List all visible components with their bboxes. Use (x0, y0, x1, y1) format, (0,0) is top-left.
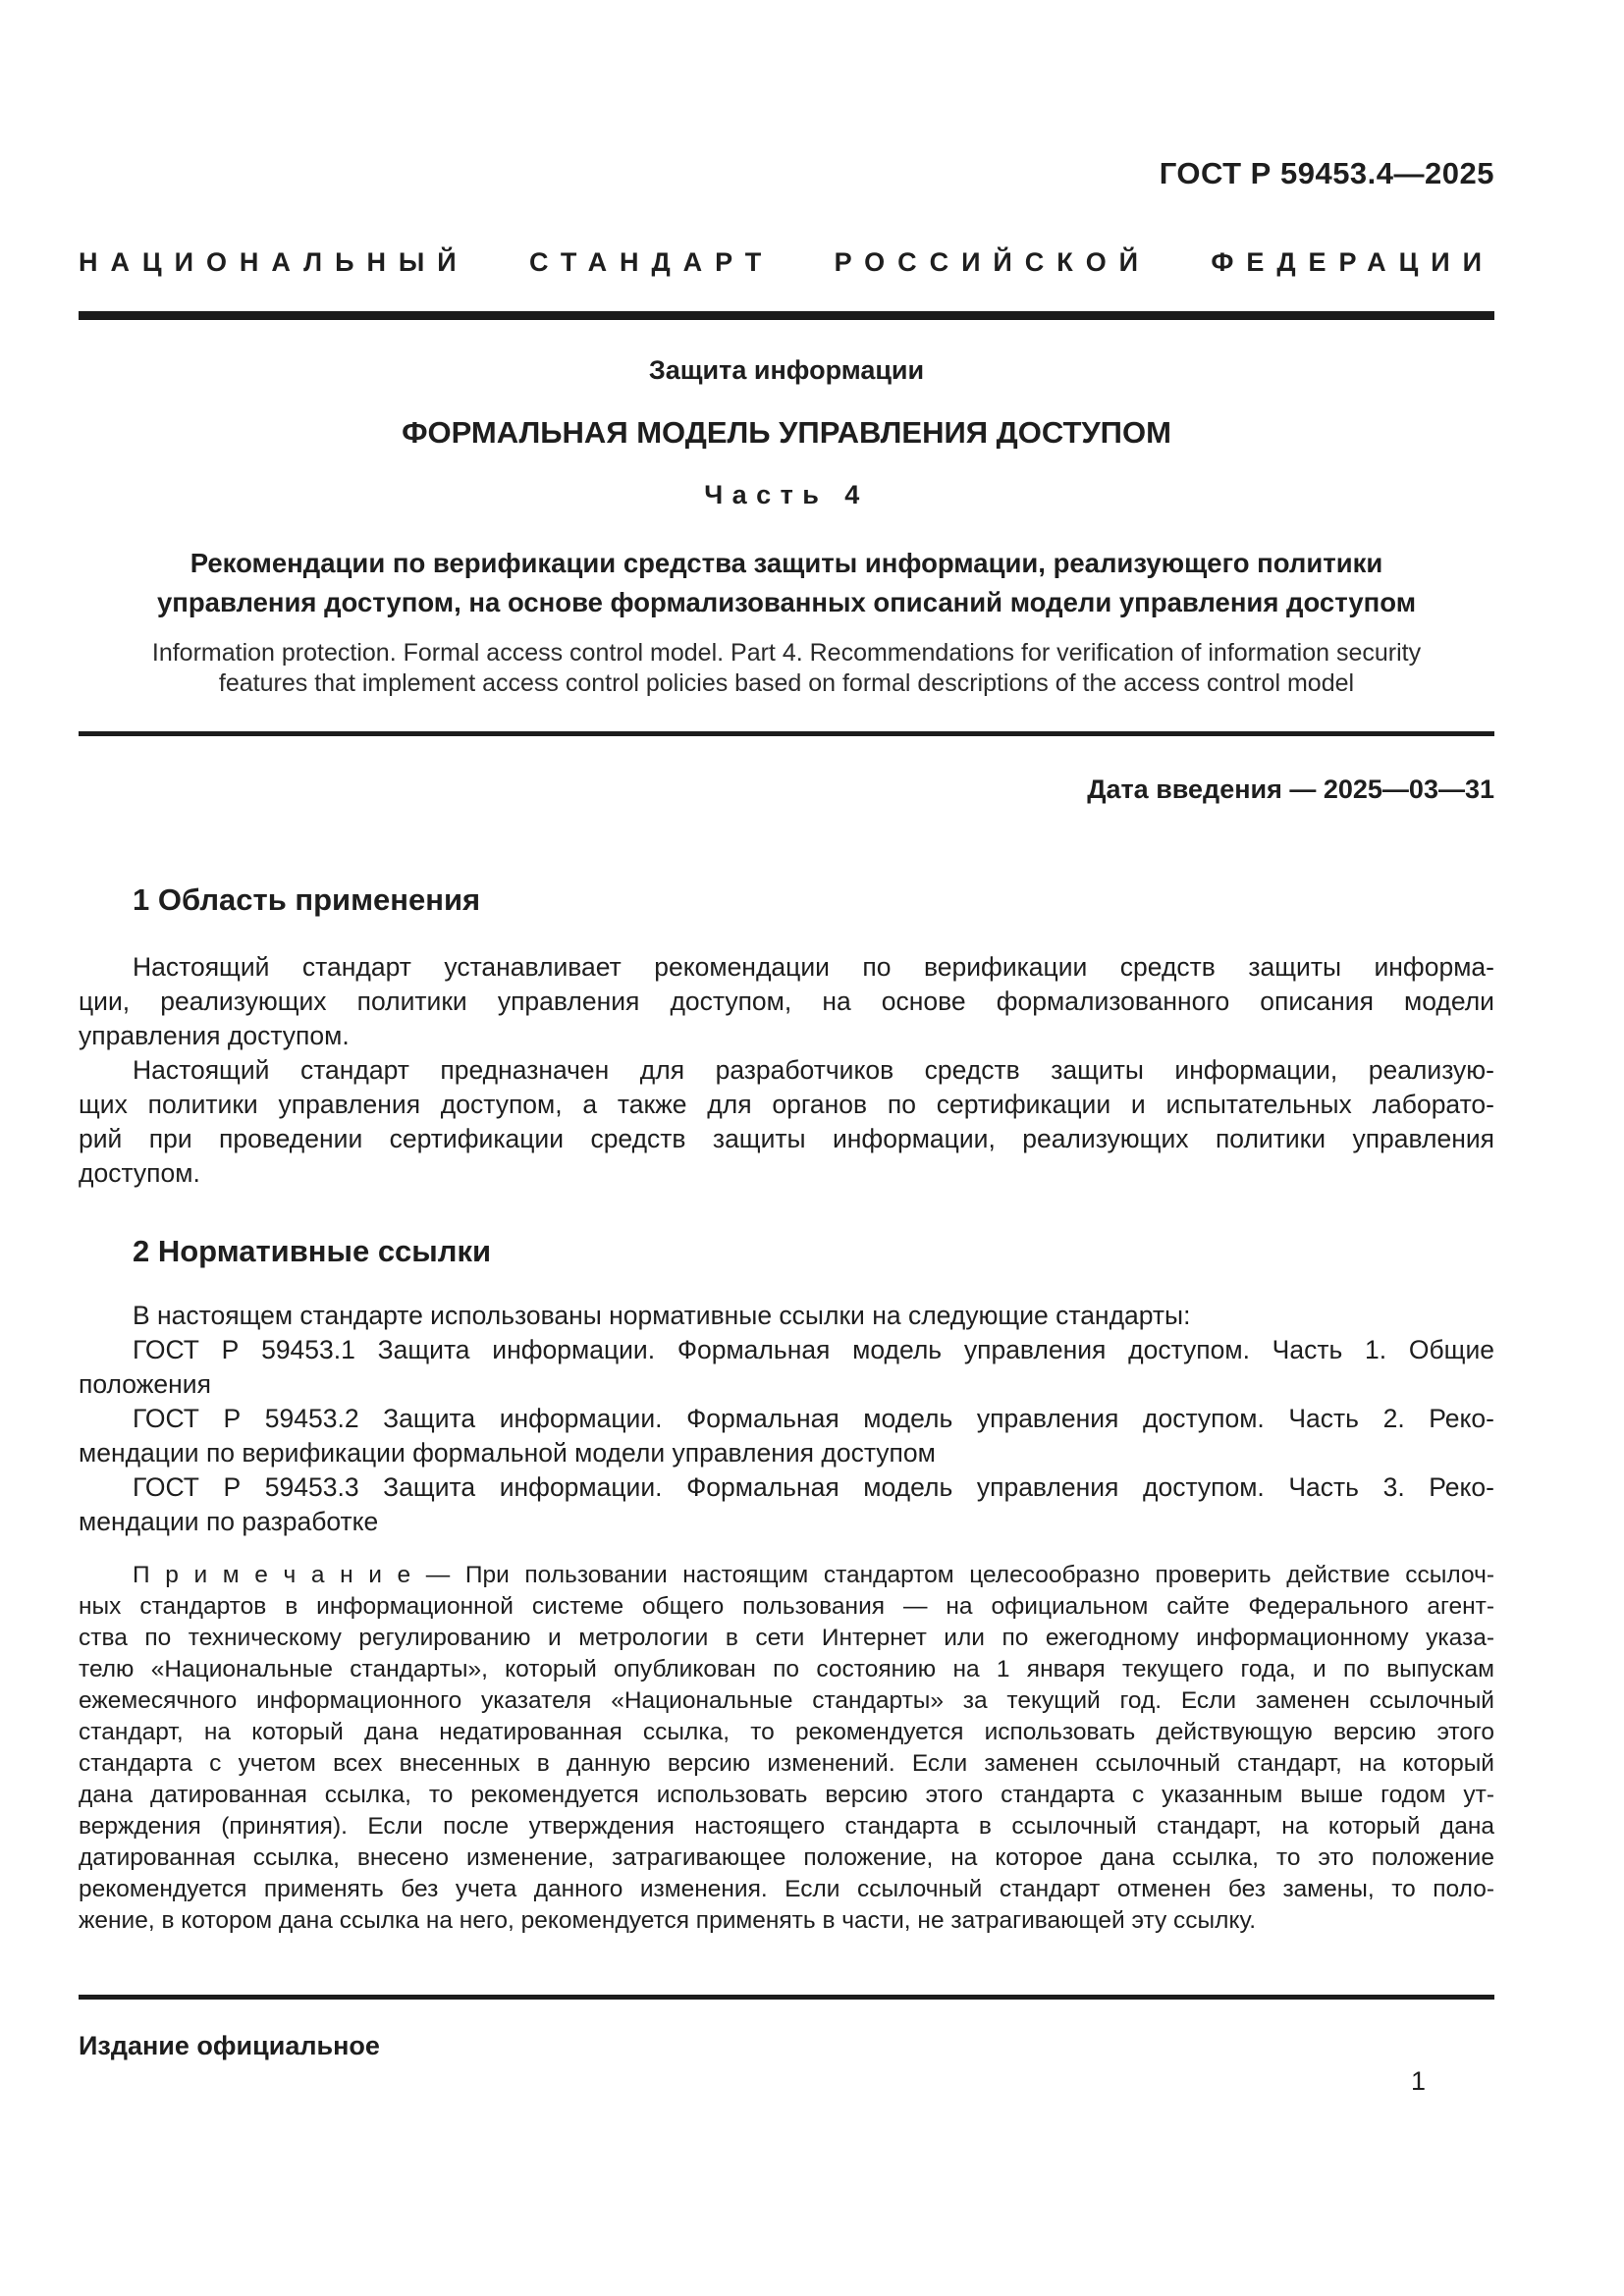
text-line: положения (79, 1369, 211, 1399)
section-1-paragraph (79, 1053, 1494, 1191)
text-line: жение, в котором дана ссылка на него, рекомендуется применять в части, не затрагивающей эту ссылку. (79, 1907, 1257, 1934)
section-2-paragraph (79, 1299, 1494, 1333)
text-line: мендации по верификации формальной модели управления доступом (79, 1438, 936, 1468)
subtitle-ru-line: Рекомендации по верификации средства защиты информации, реализующего политики (189, 548, 1383, 578)
section-2-reference (79, 1402, 1494, 1470)
text-line: управления доступом. (79, 1021, 350, 1050)
text-line: телю «Национальные стандарты», который опубликован по состоянию на 1 января текущего года, и по выпускам (79, 1656, 1494, 1682)
text-line: верждения (принятия). Если после утверждения настоящего стандарта в ссылочный стандарт, на который дана (79, 1813, 1494, 1840)
text-line: ства по техническому регулированию и метрологии в сети Интернет или по ежегодному информационному указа- (79, 1625, 1494, 1651)
subtitle-ru (79, 544, 1494, 622)
section-1-heading: 1 Область применения (133, 882, 481, 917)
text-line: доступом. (79, 1158, 200, 1188)
text-line: дана датированная ссылка, то рекомендуется использовать версию этого стандарта с указанным выше годом ут- (79, 1782, 1494, 1808)
text-line: ции, реализующих политики управления доступом, на основе формализованного описания модели (79, 987, 1494, 1016)
footer-rule (79, 1995, 1494, 2000)
note-block (79, 1560, 1494, 1937)
subject-title: Защита информации (648, 355, 925, 385)
text-line: В настоящем стандарте использованы нормативные ссылки на следующие стандарты: (133, 1301, 1191, 1330)
standard-type-heading: НАЦИОНАЛЬНЫЙ СТАНДАРТ РОССИЙСКОЙ ФЕДЕРАЦИИ (79, 247, 1494, 277)
edition-note: Издание официальное (79, 2031, 380, 2060)
text-line: ных стандартов в информационной системе общего пользования — на официальном сайте Федерального агент- (79, 1593, 1494, 1620)
page-number: 1 (1410, 2066, 1426, 2096)
text-line: стандарта с учетом всех внесенных в данную версию изменений. Если заменен ссылочный стандарт, на который (79, 1750, 1494, 1777)
text-line: стандарт, на который дана недатированная ссылка, то рекомендуется использовать действующую версию этого (79, 1719, 1494, 1745)
section-2-reference (79, 1470, 1494, 1539)
part-label: Часть 4 (704, 480, 869, 509)
section-1-paragraph (79, 950, 1494, 1053)
text-line: ежемесячного информационного указателя «Национальные стандарты» за текущий год. Если заменен ссылочный (79, 1687, 1494, 1714)
document-title: ФОРМАЛЬНАЯ МОДЕЛЬ УПРАВЛЕНИЯ ДОСТУПОМ (402, 415, 1171, 450)
text-line: Настоящий стандарт предназначен для разработчиков средств защиты информации, реализую- (133, 1055, 1494, 1085)
doc-code: ГОСТ Р 59453.4—2025 (1159, 156, 1494, 190)
subtitle-en-line: Information protection. Formal access control model. Part 4. Recommendations for verification of information security (151, 639, 1422, 667)
text-line: ГОСТ Р 59453.1 Защита информации. Формальная модель управления доступом. Часть 1. Общие (133, 1335, 1494, 1364)
title-block-rule (79, 731, 1494, 736)
text-line: рекомендуется применять без учета данного изменения. Если ссылочный стандарт отменен без замены, то поло- (79, 1876, 1494, 1902)
text-line: ГОСТ Р 59453.3 Защита информации. Формальная модель управления доступом. Часть 3. Реко- (133, 1472, 1494, 1502)
section-2-heading: 2 Нормативные ссылки (133, 1234, 492, 1268)
text-line: П р и м е ч а н и е — При пользовании настоящим стандартом целесообразно проверить действие ссылоч- (133, 1562, 1494, 1588)
text-line: датированная ссылка, внесено изменение, затрагивающее положение, на которое дана ссылка, то это положение (79, 1844, 1494, 1871)
text-line: щих политики управления доступом, а также для органов по сертификации и испытательных лаборато- (79, 1090, 1494, 1119)
text-line: рий при проведении сертификации средств защиты информации, реализующих политики управления (79, 1124, 1494, 1153)
text-line: Настоящий стандарт устанавливает рекомендации по верификации средств защиты информа- (133, 952, 1494, 982)
text-line: ГОСТ Р 59453.2 Защита информации. Формальная модель управления доступом. Часть 2. Реко- (133, 1404, 1494, 1433)
effective-date: Дата введения — 2025—03—31 (1087, 774, 1494, 804)
subtitle-ru-line: управления доступом, на основе формализованных описаний модели управления доступом (156, 587, 1417, 617)
header-rule (79, 311, 1494, 320)
subtitle-en (79, 638, 1494, 699)
section-2-reference (79, 1333, 1494, 1402)
text-line: мендации по разработке (79, 1507, 379, 1536)
subtitle-en-line: features that implement access control policies based on formal descriptions of the access control model (218, 669, 1355, 697)
